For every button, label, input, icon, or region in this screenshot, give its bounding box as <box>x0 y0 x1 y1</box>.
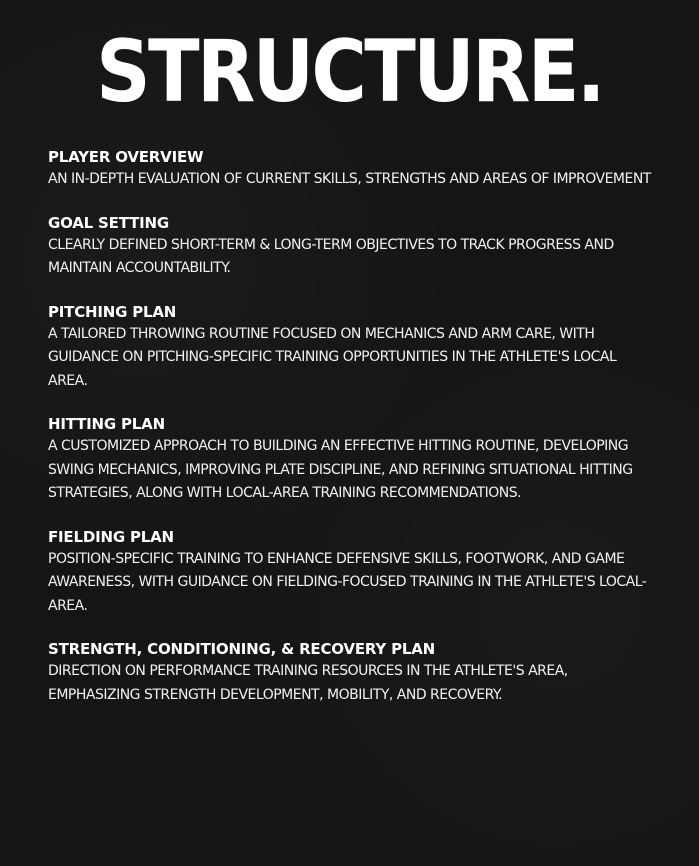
section-player-overview <box>48 146 658 192</box>
section-heading: STRENGTH, CONDITIONING, & RECOVERY PLAN <box>48 640 436 658</box>
section-fielding-plan <box>48 526 658 619</box>
section-body: A CUSTOMIZED APPROACH TO BUILDING AN EFFECTIVE HITTING ROUTINE, DEVELOPING SWING MECHANICS, IMPROVING PLATE DISCIPLINE, AND REFINING SITUATIONAL HITTING STRATEGIES, ALONG WITH LOCAL-AREA TRAINING RECOMMENDATIONS. <box>48 438 633 501</box>
section-body: DIRECTION ON PERFORMANCE TRAINING RESOURCES IN THE ATHLETE'S AREA, EMPHASIZING STRENGTH DEVELOPMENT, MOBILITY, AND RECOVERY. <box>48 663 568 703</box>
section-strength-conditioning-recovery-plan <box>48 638 658 707</box>
section-heading: GOAL SETTING <box>48 213 169 232</box>
section-body: A TAILORED THROWING ROUTINE FOCUSED ON MECHANICS AND ARM CARE, WITH GUIDANCE ON PITCHING-SPECIFIC TRAINING OPPORTUNITIES IN THE ATHLETE'S LOCAL AREA. <box>48 325 617 389</box>
section-body: AN IN-DEPTH EVALUATION OF CURRENT SKILLS, STRENGTHS AND AREAS OF IMPROVEMENT <box>48 171 651 187</box>
section-heading: PLAYER OVERVIEW <box>48 148 204 166</box>
section-body: CLEARLY DEFINED SHORT-TERM & LONG-TERM OBJECTIVES TO TRACK PROGRESS AND MAINTAIN ACCOUNTABILITY. <box>48 236 614 276</box>
section-list <box>48 146 658 727</box>
page-title: STRUCTURE. <box>96 22 603 122</box>
section-body: POSITION-SPECIFIC TRAINING TO ENHANCE DEFENSIVE SKILLS, FOOTWORK, AND GAME AWARENESS, WITH GUIDANCE ON FIELDING-FOCUSED TRAINING IN THE ATHLETE'S LOCAL-AREA. <box>48 550 647 614</box>
section-hitting-plan <box>48 413 658 506</box>
section-heading: HITTING PLAN <box>48 415 165 433</box>
section-heading: PITCHING PLAN <box>48 302 177 321</box>
section-heading: FIELDING PLAN <box>48 527 174 546</box>
section-goal-setting <box>48 212 658 281</box>
section-pitching-plan <box>48 301 658 394</box>
